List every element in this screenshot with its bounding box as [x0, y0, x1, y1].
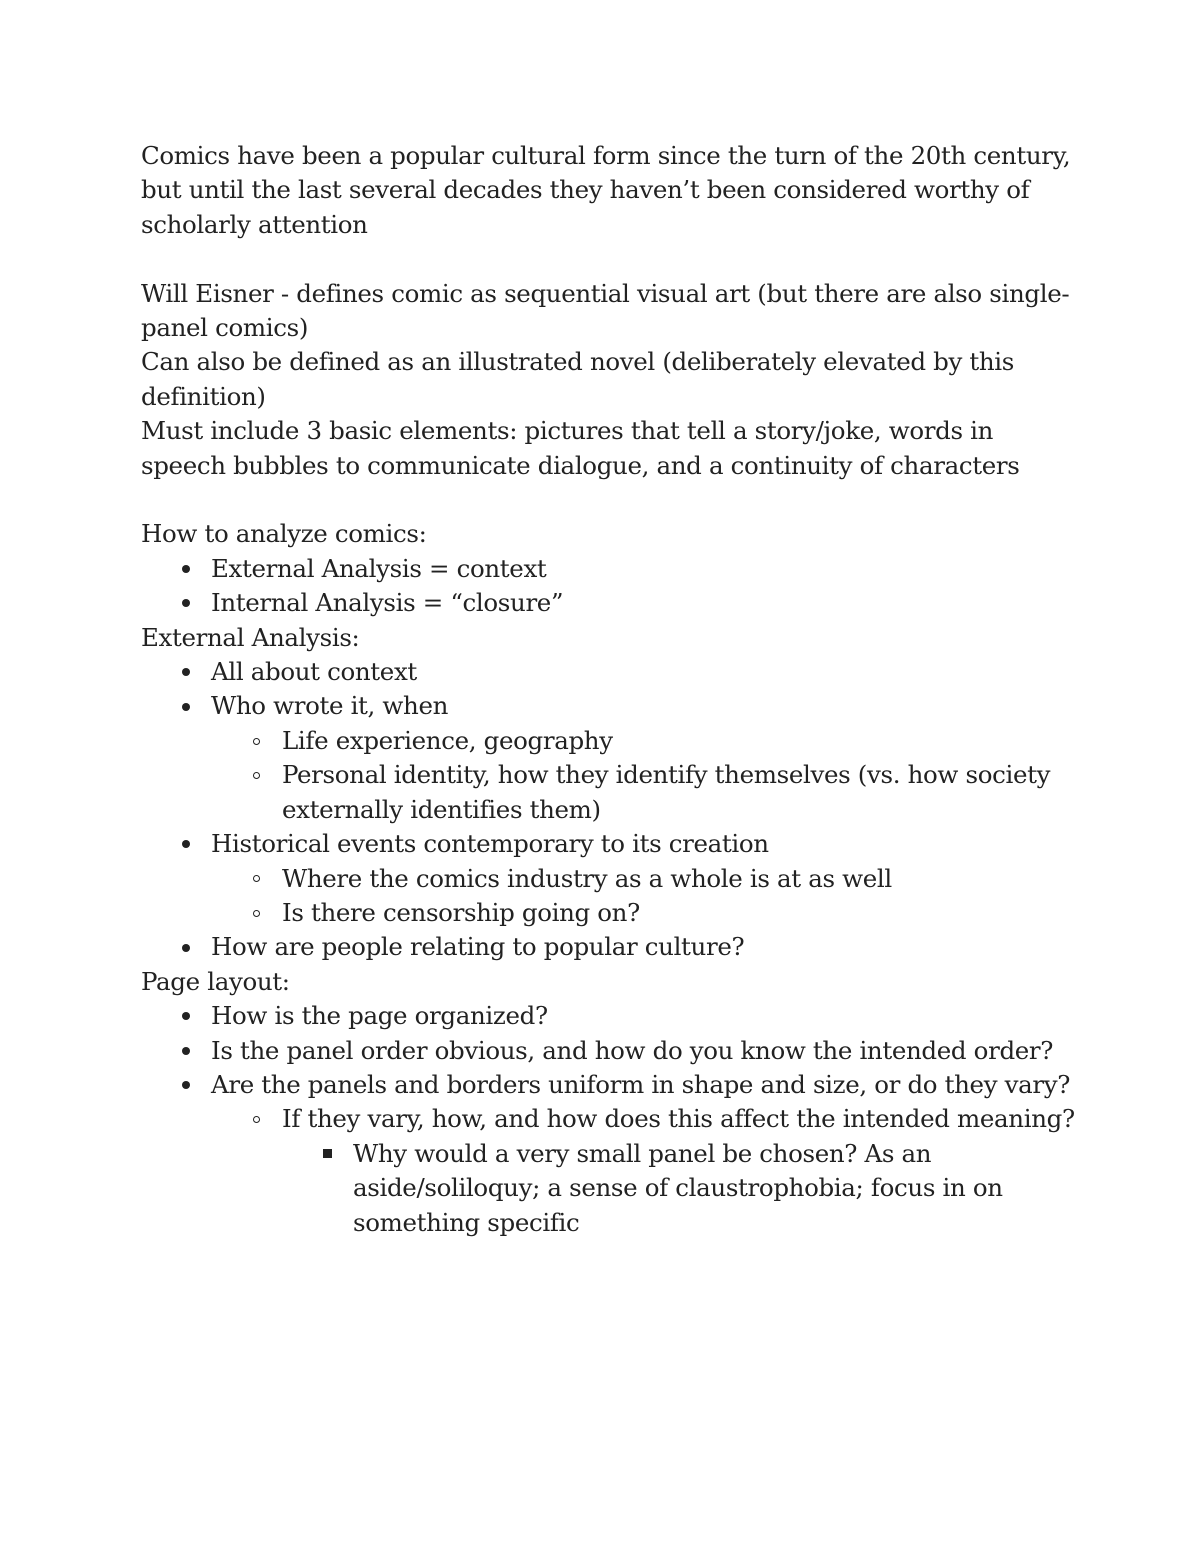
list-item-text: Why would a very small panel be chosen? As an aside/soliloquy; a sense of claustrophobia; focus in on something specific	[353, 1138, 1003, 1237]
bullet-disc-icon	[176, 930, 196, 964]
layout-heading: Page layout:	[141, 966, 290, 996]
list-item	[141, 689, 1081, 723]
list-item	[141, 827, 1081, 861]
list-item-text: Personal identity, how they identify themselves (vs. how society externally identifies them)	[282, 760, 1051, 824]
list-item	[141, 930, 1081, 964]
definition-line: Must include 3 basic elements: pictures that tell a story/joke, words in speech bubbles to communicate dialogue, and a continuity of characters	[141, 416, 1020, 480]
list-item-text: Are the panels and borders uniform in shape and size, or do they vary?	[211, 1069, 1071, 1099]
list-item	[141, 552, 1081, 586]
list-item-text: All about context	[211, 657, 417, 687]
bullet-square-icon	[317, 1137, 337, 1171]
bullet-disc-icon	[176, 999, 196, 1033]
bullet-disc-icon	[176, 586, 196, 620]
intro-paragraph: Comics have been a popular cultural form since the turn of the 20th century, but until the last several decades they haven’t been considered worthy of scholarly attention	[141, 141, 1071, 239]
list-item-text: Is there censorship going on?	[282, 897, 640, 927]
list-item	[141, 655, 1081, 689]
bullet-circle-icon	[246, 1102, 266, 1136]
list-item-text: External Analysis = context	[211, 553, 547, 583]
list-item-text: Life experience, geography	[282, 725, 613, 755]
bullet-disc-icon	[176, 1068, 196, 1102]
bullet-disc-icon	[176, 689, 196, 723]
bullet-circle-icon	[246, 862, 266, 896]
blank-line	[141, 242, 1081, 276]
analyze-list	[141, 552, 1081, 621]
external-list	[141, 655, 1081, 724]
list-item-text: How is the page organized?	[211, 1001, 548, 1031]
definition-line: Will Eisner - defines comic as sequential visual art (but there are also single-panel comics)	[141, 278, 1070, 343]
analyze-heading: How to analyze comics:	[141, 519, 427, 549]
list-item-text: How are people relating to popular culture?	[211, 932, 745, 962]
list-item	[141, 1068, 1081, 1102]
external-list	[141, 827, 1081, 861]
sub-list-item	[141, 758, 1081, 827]
sub-list-item	[141, 724, 1081, 758]
list-item-text: Who wrote it, when	[211, 691, 449, 721]
bullet-disc-icon	[176, 655, 196, 689]
sub-list-item	[141, 1102, 1081, 1136]
list-item	[141, 999, 1081, 1033]
sub-sub-list-item	[141, 1137, 1081, 1240]
sub-list-item	[141, 896, 1081, 930]
bullet-circle-icon	[246, 758, 266, 792]
document-body	[141, 139, 1081, 1240]
list-item-text: Where the comics industry as a whole is at as well	[282, 863, 892, 893]
bullet-circle-icon	[246, 724, 266, 758]
list-item	[141, 1034, 1081, 1068]
list-item-text: Is the panel order obvious, and how do you know the intended order?	[211, 1035, 1054, 1065]
layout-list	[141, 999, 1081, 1102]
bullet-disc-icon	[176, 552, 196, 586]
blank-line	[141, 483, 1081, 517]
external-heading: External Analysis:	[141, 622, 360, 652]
list-item-text: Historical events contemporary to its creation	[211, 829, 769, 859]
external-list	[141, 930, 1081, 964]
bullet-circle-icon	[246, 896, 266, 930]
layout-sublist	[141, 1102, 1081, 1136]
bullet-disc-icon	[176, 827, 196, 861]
external-sublist	[141, 862, 1081, 931]
bullet-disc-icon	[176, 1034, 196, 1068]
list-item-text: Internal Analysis = “closure”	[211, 588, 564, 618]
list-item-text: If they vary, how, and how does this affect the intended meaning?	[282, 1104, 1075, 1134]
definition-line: Can also be defined as an illustrated novel (deliberately elevated by this definition)	[141, 347, 1015, 411]
external-sublist	[141, 724, 1081, 827]
list-item	[141, 586, 1081, 620]
sub-list-item	[141, 862, 1081, 896]
layout-subsublist	[141, 1137, 1081, 1240]
